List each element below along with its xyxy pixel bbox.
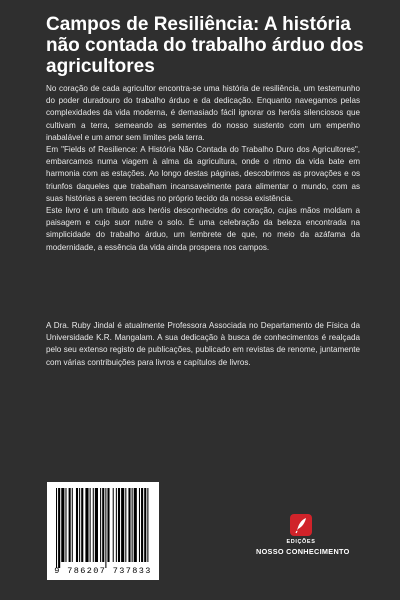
barcode-bar — [65, 488, 66, 562]
blurb-paragraph-1: No coração de cada agricultor encontra-se uma história de resiliência, um testemunho do poder duradouro do trabalho árduo e da dedicação. Enquanto navegamos pelas complexidades da vida moderna, é demasiado fácil ignorar os heróis silenciosos que cultivam a terra, semeando as sementes do nosso sustento com um empenho inabalável e um amor sem limites pela terra. — [46, 84, 360, 142]
publisher-line-1: EDIÇÕES — [286, 539, 316, 545]
barcode-bar — [93, 488, 94, 562]
barcode-bar — [107, 488, 109, 562]
barcode-bar — [132, 488, 133, 562]
barcode-bar — [76, 488, 78, 562]
barcode-bar — [121, 488, 124, 562]
barcode-bar — [79, 488, 80, 562]
barcode-bar — [69, 488, 71, 562]
barcode-bar — [90, 488, 91, 562]
barcode-bar — [134, 488, 137, 562]
barcode-bar — [102, 488, 104, 562]
publisher-logo — [256, 514, 350, 574]
isbn-barcode — [47, 482, 159, 580]
author-bio: A Dra. Ruby Jindal é atualmente Professora Associada no Departamento de Física da Universidade K.R. Mangalam. A sua dedicação à busca de conhecimentos é realçada pelo seu extenso registo de publicações, publicado em revistas de renome, juntamente com várias contribuições para livros e capítulos de livros. — [46, 321, 360, 367]
barcode-bar — [72, 488, 73, 562]
barcode-bar — [116, 488, 117, 562]
barcode-bar — [141, 488, 143, 562]
feather-icon — [290, 514, 312, 536]
barcode-bar — [105, 488, 106, 568]
barcode-bar — [147, 488, 148, 562]
barcode-bar — [61, 488, 64, 562]
isbn-number: 9 786207 737833 — [54, 566, 152, 576]
blurb-paragraph-2: Em "Fields of Resilience: A História Não Contada do Trabalho Duro dos Agricultores", embarcamos numa viagem à alma da agricultura, onde o ritmo da vida bate em harmonia com as estações. Ao longo destas páginas, descobrimos as provações e os triunfos daqueles que trabalham incansavelmente para alimentar o mundo, com as suas histórias a serem tecidas no próprio tecido da nossa existência. — [46, 145, 360, 203]
blurb-paragraph-3: Este livro é um tributo aos heróis desconhecidos do coração, cujas mãos moldam a paisagem e cujo suor nutre o solo. É uma celebração da beleza encontrada na simplicidade do trabalho árduo, um lembrete de que, no meio da azáfama da modernidade, a essência da vida ainda prospera nos campos. — [46, 206, 360, 252]
barcode-bar — [139, 488, 140, 562]
barcode-bar — [118, 488, 120, 562]
barcode-bar — [81, 488, 83, 562]
barcode-bar — [85, 488, 88, 562]
barcode-bar — [128, 488, 130, 562]
barcode-bar — [100, 488, 101, 562]
barcode-bar — [56, 488, 57, 568]
barcode-bars — [47, 482, 159, 568]
barcode-bar — [125, 488, 126, 562]
book-title: Campos de Resiliência: A história não contada do trabalho árduo dos agricultores — [46, 14, 364, 77]
barcode-bar — [95, 488, 98, 562]
barcode-bar — [113, 488, 114, 562]
blurb — [46, 83, 360, 254]
barcode-bar — [144, 488, 146, 562]
barcode-bar — [58, 488, 60, 568]
publisher-name: NOSSO CONHECIMENTO — [256, 547, 350, 556]
